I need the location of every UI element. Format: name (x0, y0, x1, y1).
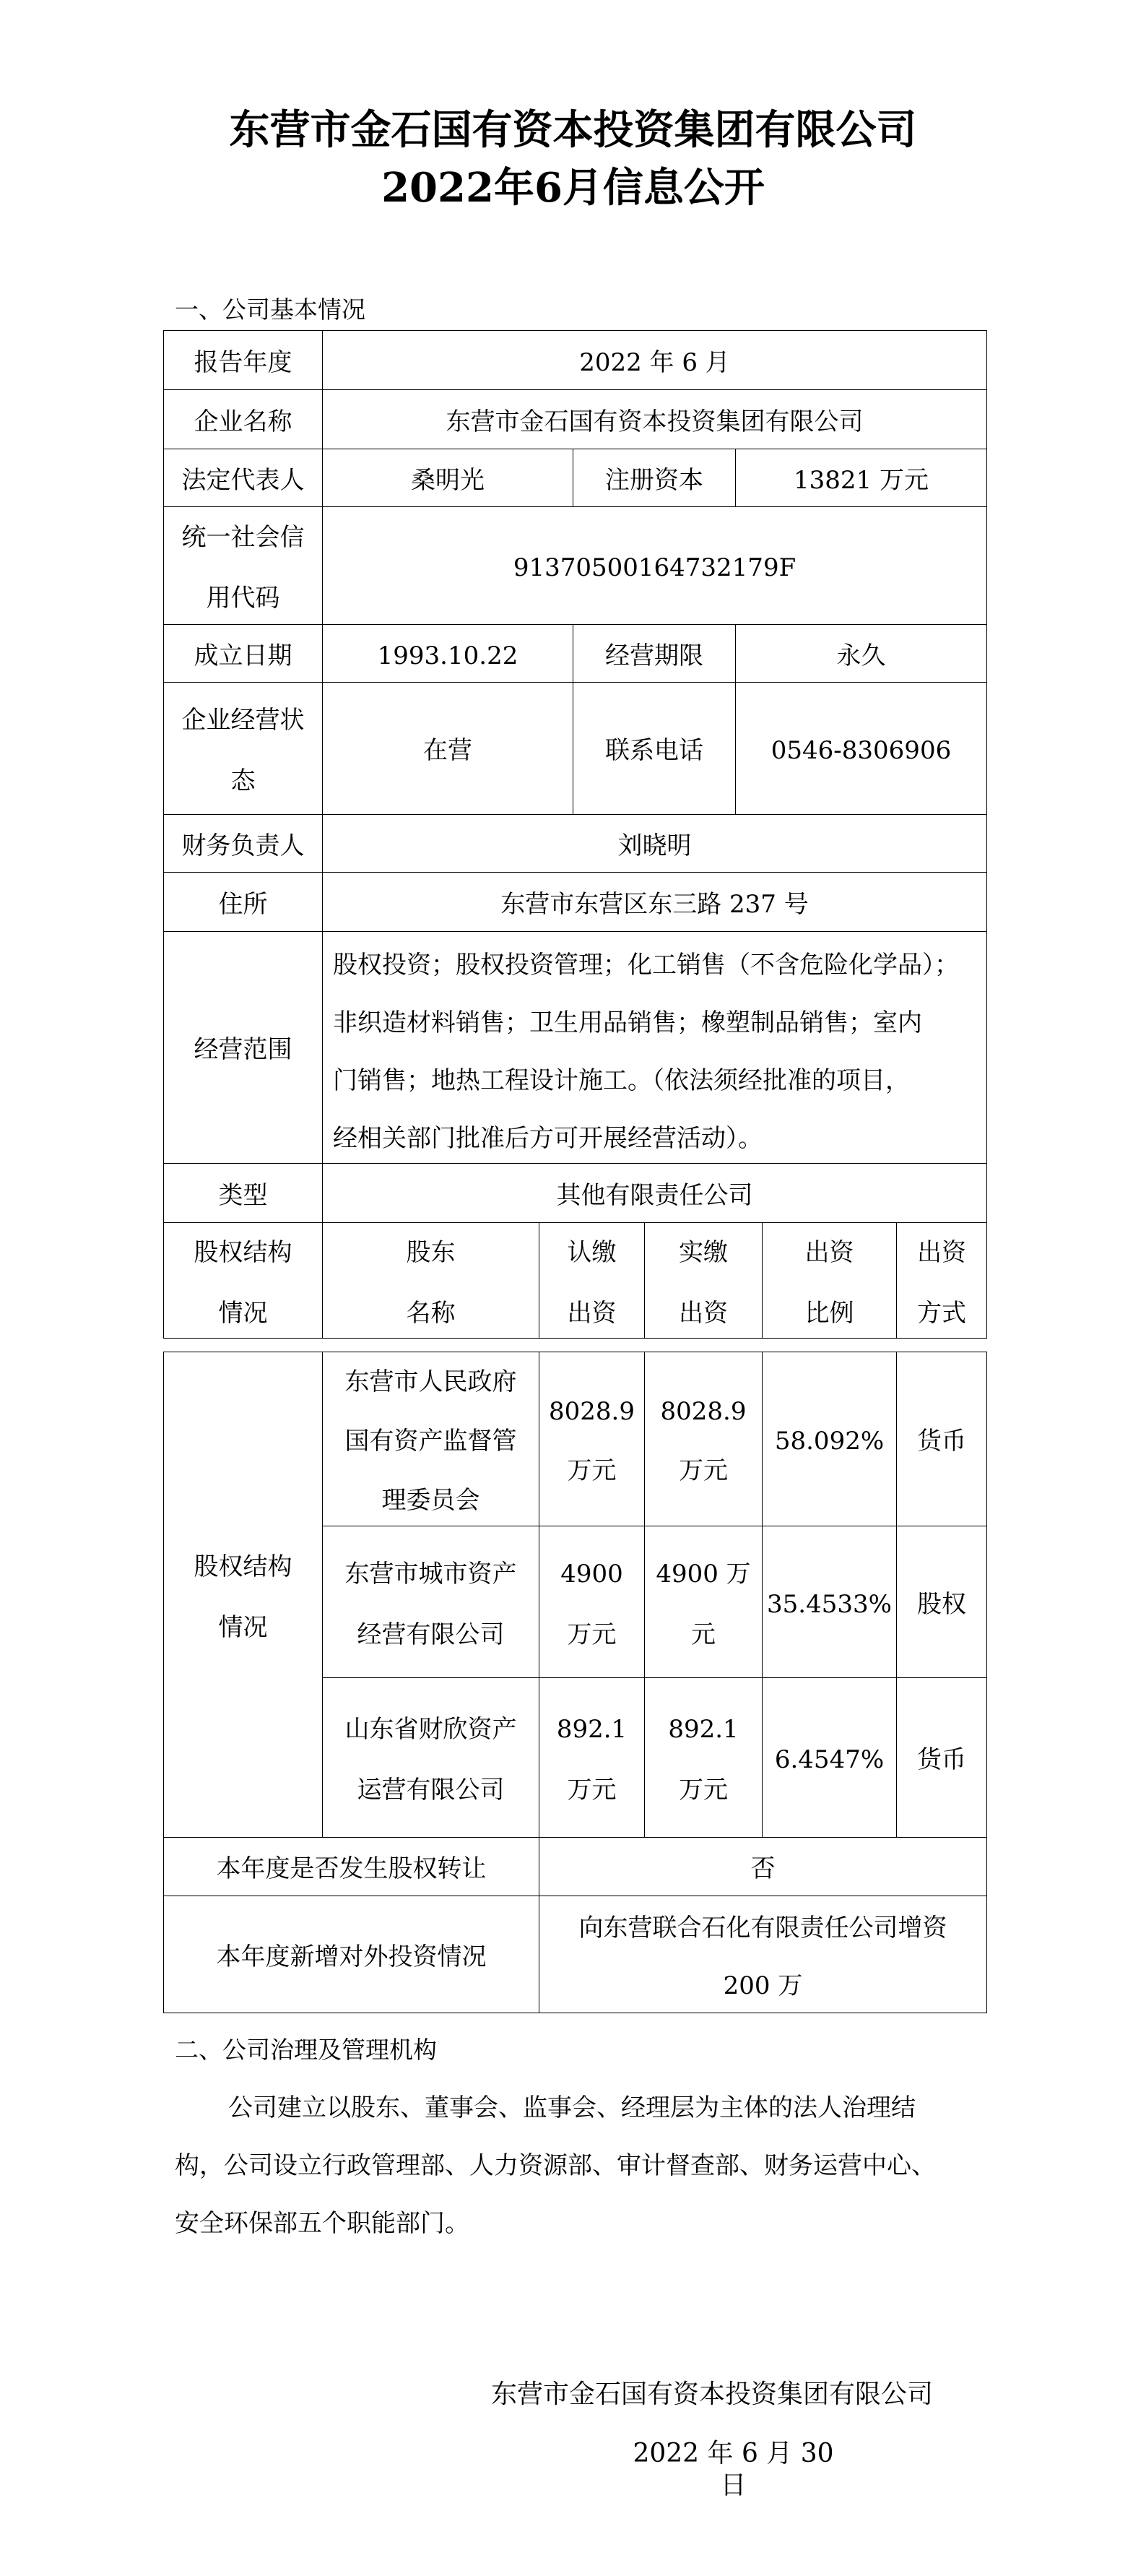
status-label (163, 682, 323, 815)
header-line: 出资 (567, 1298, 617, 1328)
scope-value (322, 931, 987, 1164)
subscribed-capital (539, 1352, 645, 1526)
value-line: 万元 (567, 1620, 617, 1649)
company-name-label: 企业名称 (163, 389, 323, 449)
governance-paragraph (175, 2079, 987, 2252)
type-label: 类型 (163, 1163, 323, 1223)
header-line: 比例 (804, 1298, 854, 1328)
report-period-label: 报告年度 (163, 330, 323, 390)
value-line: 8028.9 (660, 1397, 747, 1426)
header-line: 名称 (406, 1298, 456, 1328)
document-title-line2: 2022年6月信息公开 (381, 164, 765, 212)
address-label: 住所 (163, 872, 323, 932)
paid-capital (644, 1352, 763, 1526)
header-paid (644, 1222, 763, 1339)
status-label-line2: 态 (230, 766, 256, 795)
reg-capital-value: 13821 万元 (735, 449, 987, 507)
address-value: 东营市东营区东三路 237 号 (322, 872, 987, 932)
value-line: 万元 (567, 1776, 617, 1805)
share-ratio: 58.092% (762, 1352, 897, 1526)
section1-heading: 一、公司基本情况 (175, 295, 365, 324)
contribution-method: 股权 (896, 1526, 987, 1678)
header-line: 股东 (406, 1237, 456, 1267)
scope-label: 经营范围 (163, 931, 323, 1164)
investment-line: 向东营联合石化有限责任公司增资 (578, 1913, 947, 1942)
term-label: 经营期限 (573, 624, 736, 683)
share-ratio: 6.4547% (762, 1677, 897, 1838)
value-line: 8028.9 (549, 1397, 635, 1426)
investment-label: 本年度新增对外投资情况 (163, 1896, 539, 2013)
status-label-line1: 企业经营状 (181, 706, 305, 735)
credit-code-label-line1: 统一社会信 (181, 523, 305, 552)
type-value: 其他有限责任公司 (322, 1163, 987, 1223)
name-line: 经营有限公司 (357, 1620, 505, 1649)
header-line: 出资 (917, 1237, 966, 1267)
scope-line: 股权投资；股权投资管理；化工销售（不含危险化学品）； (333, 951, 959, 980)
company-name-value: 东营市金石国有资本投资集团有限公司 (322, 389, 987, 449)
credit-code-value: 91370500164732179F (322, 506, 987, 625)
name-line: 理委员会 (381, 1486, 480, 1515)
section2-heading: 二、公司治理及管理机构 (175, 2036, 437, 2064)
phone-value: 0546-8306906 (735, 682, 987, 815)
header-shareholder-name (322, 1222, 539, 1339)
paragraph-line: 构，公司设立行政管理部、人力资源部、审计督查部、财务运营中心、 (175, 2151, 936, 2180)
name-line: 山东省财欣资产 (344, 1715, 517, 1744)
equity-label-line2: 情况 (218, 1612, 268, 1642)
subscribed-capital (539, 1526, 645, 1678)
signature-date: 2022 年 6 月 30 日 (633, 2439, 834, 2500)
value-line: 万元 (679, 1776, 728, 1805)
shareholder-name (322, 1677, 539, 1838)
credit-code-label (163, 506, 323, 625)
signature-company: 东营市金石国有资本投资集团有限公司 (490, 2380, 933, 2409)
name-line: 东营市城市资产 (344, 1559, 517, 1589)
header-method (896, 1222, 987, 1339)
legal-rep-label: 法定代表人 (163, 449, 323, 507)
name-line: 东营市人民政府 (344, 1367, 517, 1396)
scope-line: 经相关部门批准后方可开展经营活动）。 (333, 1124, 763, 1153)
finance-head-label: 财务负责人 (163, 814, 323, 873)
equity-header-label (163, 1222, 323, 1339)
finance-head-value: 刘晓明 (322, 814, 987, 873)
scope-line: 非织造材料销售；卫生用品销售；橡塑制品销售；室内 (333, 1008, 922, 1037)
header-line: 出资 (679, 1298, 728, 1328)
document-title-line1: 东营市金石国有资本投资集团有限公司 (229, 106, 917, 154)
paid-capital (644, 1526, 763, 1678)
share-ratio: 35.4533% (762, 1526, 897, 1678)
status-value: 在营 (322, 682, 573, 815)
value-line: 万元 (679, 1456, 728, 1485)
equity-label (163, 1352, 323, 1838)
equity-label-line1: 股权结构 (194, 1237, 292, 1267)
scope-line: 门销售；地热工程设计施工。（依法须经批准的项目， (333, 1066, 910, 1095)
transfer-value: 否 (539, 1837, 987, 1896)
investment-line: 200 万 (723, 1971, 803, 2000)
name-line: 国有资产监督管 (344, 1427, 517, 1456)
value-line: 4900 万 (656, 1559, 751, 1589)
value-line: 892.1 (668, 1715, 739, 1744)
paragraph-line: 安全环保部五个职能部门。 (175, 2209, 469, 2238)
header-ratio (762, 1222, 897, 1339)
header-line: 认缴 (567, 1237, 617, 1267)
investment-value (539, 1896, 987, 2013)
subscribed-capital (539, 1677, 645, 1838)
established-value: 1993.10.22 (322, 624, 573, 683)
shareholder-name (322, 1352, 539, 1526)
credit-code-label-line2: 用代码 (206, 584, 280, 613)
report-period-value: 2022 年 6 月 (322, 330, 987, 390)
paid-capital (644, 1677, 763, 1838)
header-line: 实缴 (679, 1237, 728, 1267)
value-line: 4900 (560, 1559, 623, 1589)
value-line: 892.1 (556, 1715, 628, 1744)
shareholder-name (322, 1526, 539, 1678)
phone-label: 联系电话 (573, 682, 736, 815)
term-value: 永久 (735, 624, 987, 683)
equity-label-line2: 情况 (218, 1298, 268, 1328)
contribution-method: 货币 (896, 1352, 987, 1526)
reg-capital-label: 注册资本 (573, 449, 736, 507)
header-line: 方式 (917, 1298, 966, 1328)
paragraph-line: 公司建立以股东、董事会、监事会、经理层为主体的法人治理结 (228, 2093, 916, 2122)
name-line: 运营有限公司 (357, 1776, 505, 1805)
contribution-method: 货币 (896, 1677, 987, 1838)
header-line: 出资 (804, 1237, 854, 1267)
transfer-label: 本年度是否发生股权转让 (163, 1837, 539, 1896)
value-line: 元 (691, 1620, 716, 1649)
value-line: 万元 (567, 1456, 617, 1485)
equity-label-line1: 股权结构 (194, 1552, 292, 1581)
legal-rep-value: 桑明光 (322, 449, 573, 507)
header-subscribed (539, 1222, 645, 1339)
established-label: 成立日期 (163, 624, 323, 683)
